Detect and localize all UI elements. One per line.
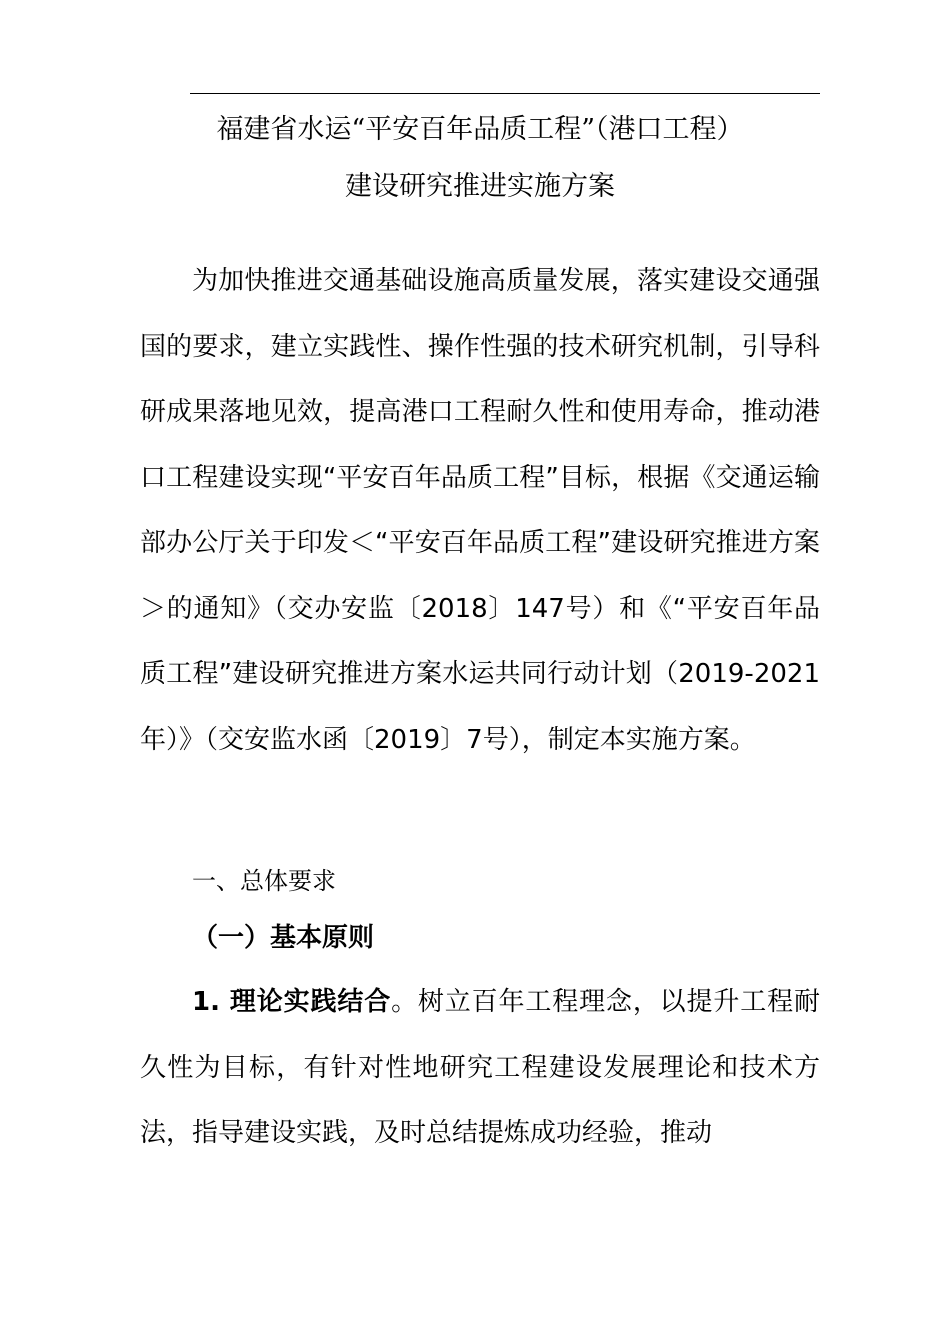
principle-paragraph-1 [140,970,820,1167]
document-title-line-1: 福建省水运“平安百年品质工程”（港口工程） [216,114,744,145]
header-rule [190,93,820,94]
subsection-heading: （一）基本原则 [192,923,375,953]
section-heading: 一、总体要求 [192,867,336,895]
principle-label: 1. 理论实践结合 [192,987,392,1017]
intro-paragraph: 为加快推进交通基础设施高质量发展，落实建设交通强国的要求，建立实践性、操作性强的技术研究机制，引导科研成果落地见效，提高港口工程耐久性和使用寿命，推动港口工程建设实现“平安百年品质工程”目标，根据《交通运输部办公厅关于印发＜“平安百年品质工程”建设研究推进方案＞的通知》（交办安监〔2018〕147号）和《“平安百年品质工程”建设研究推进方案水运共同行动计划（2019-2021年）》（交安监水函〔2019〕7号），制定本实施方案。 [140,266,820,755]
document-title-line-2: 建设研究推进实施方案 [345,171,615,202]
principle-text: 。树立百年工程理念，以提升工程耐久性为目标，有针对性地研究工程建设发展理论和技术方法，指导建设实践，及时总结提炼成功经验，推动 [140,987,820,1148]
